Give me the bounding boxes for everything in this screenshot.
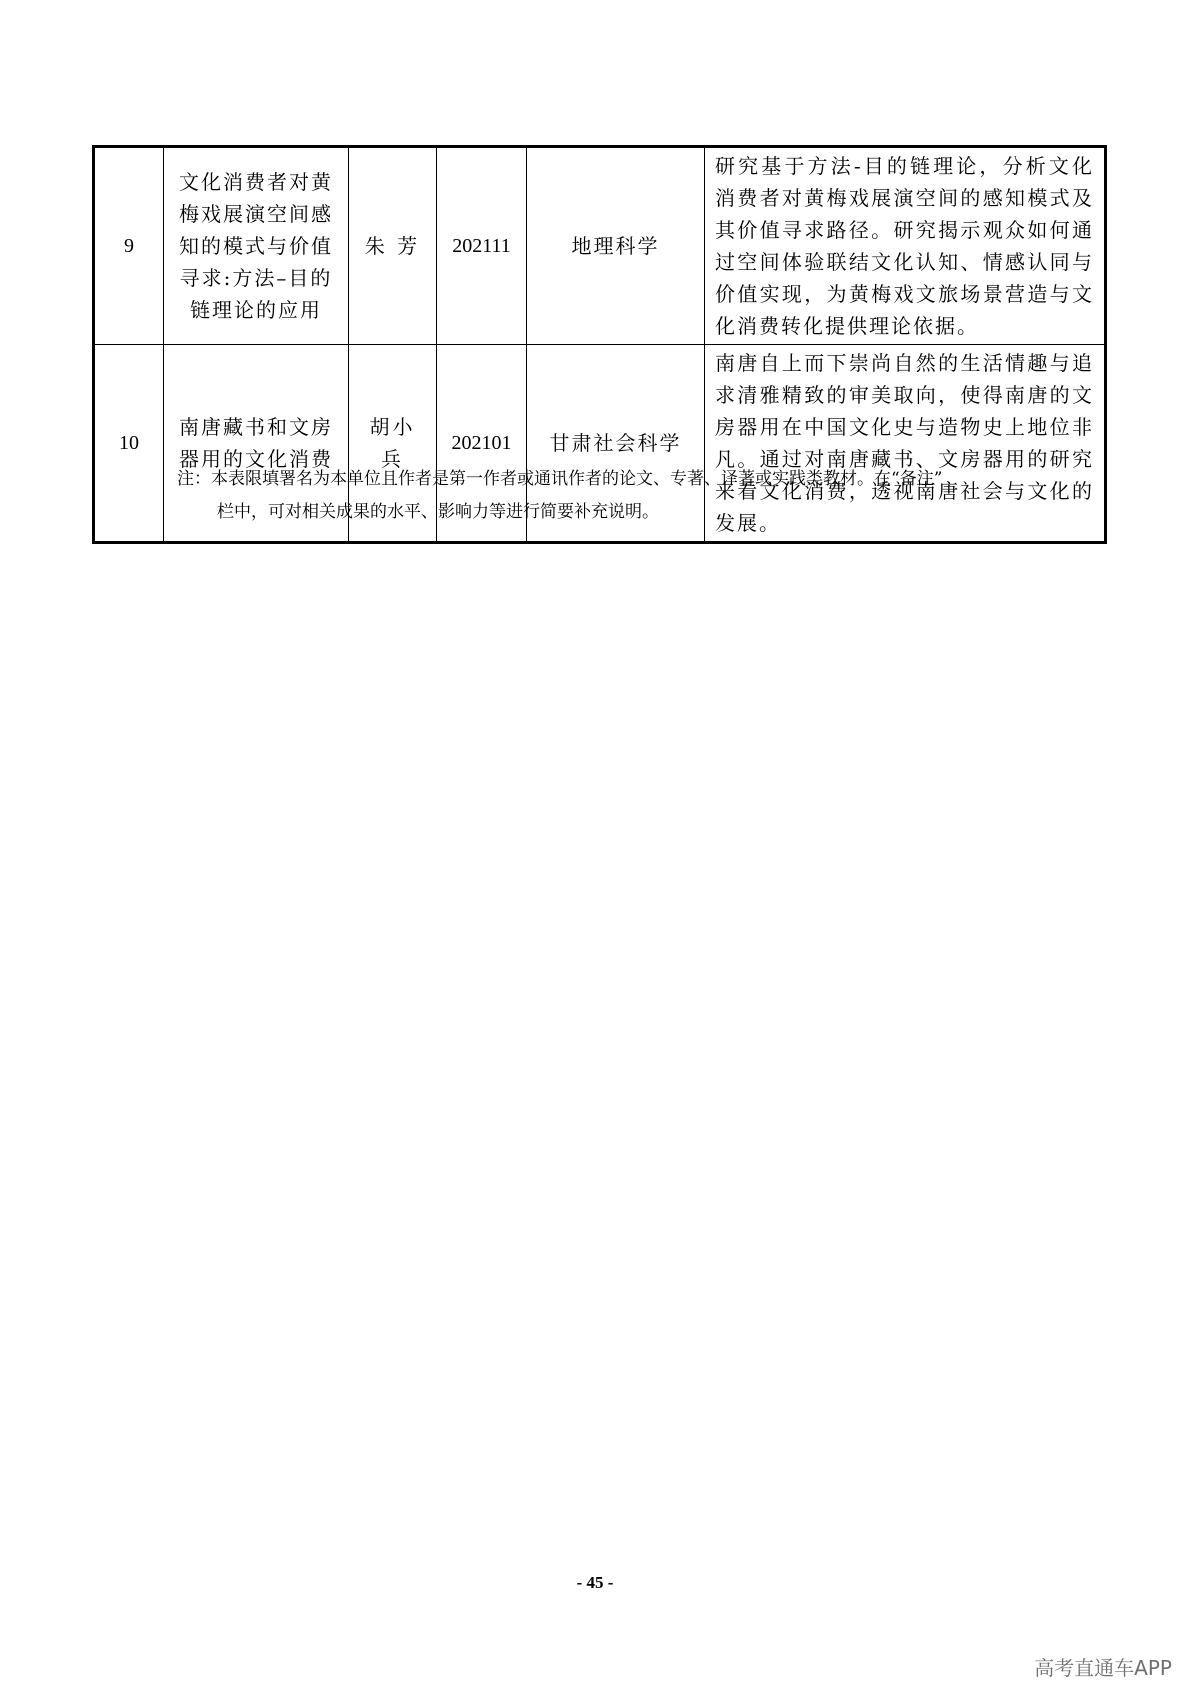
watermark: 高考直通车APP (1034, 1656, 1172, 1680)
remarks: 研究基于方法-目的链理论，分析文化消费者对黄梅戏展演空间的感知模式及其价值寻求路径。研究揭示观众如何通过空间体验联结文化认知、情感认同与价值实现，为黄梅戏文旅场景营造与文化消费转化提供理论依据。 (705, 147, 1106, 345)
row-index: 10 (94, 345, 164, 543)
footnote-line-1: 注：本表限填署名为本单位且作者是第一作者或通讯作者的论文、专著、译著或实践类教材。在“备注” (177, 469, 943, 489)
remarks: 南唐自上而下崇尚自然的生活情趣与追求清雅精致的审美取向，使得南唐的文房器用在中国文化史与造物史上地位非凡。通过对南唐藏书、文房器用的研究来看文化消费，透视南唐社会与文化的发展。 (705, 345, 1106, 543)
publish-date: 202101 (437, 345, 527, 543)
table-row (94, 147, 1106, 345)
row-index: 9 (94, 147, 164, 345)
paper-title: 文化消费者对黄梅戏展演空间感知的模式与价值寻求:方法–目的链理论的应用 (164, 147, 349, 345)
publish-date: 202111 (437, 147, 527, 345)
footnote-line-2: 栏中，可对相关成果的水平、影响力等进行简要补充说明。 (217, 502, 659, 522)
journal-name: 地理科学 (527, 147, 705, 345)
author-name: 胡小兵 (349, 345, 437, 543)
journal-name: 甘肃社会科学 (527, 345, 705, 543)
author-name: 朱 芳 (349, 147, 437, 345)
page-number: - 45 - (576, 1573, 614, 1592)
paper-title: 南唐藏书和文房器用的文化消费 (164, 345, 349, 543)
table-footnote (177, 463, 1037, 529)
